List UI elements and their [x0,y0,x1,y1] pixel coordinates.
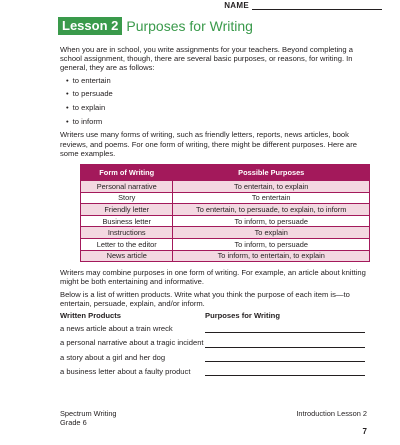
task-paragraph: Below is a list of written products. Write what you think the purpose of each item is—to entertain, persuade, explain, and/or inform. [60,289,350,308]
exercise-row [60,324,366,333]
answer-line[interactable] [205,360,365,362]
exercise-item: a news article about a train wreck [60,324,173,334]
table-cell: To entertain [173,192,370,204]
lesson-badge: Lesson 2 [58,17,122,35]
intro-paragraph: When you are in school, you write assignments for your teachers. Beyond completing a school assignment, though, there are several basic purposes, or reasons, for writing. In general, they are as follows: [60,45,353,73]
table-cell: Friendly letter [81,204,173,216]
footer-book-info [60,409,117,427]
table-cell: Letter to the editor [81,239,173,251]
table-row [81,227,370,239]
purposes-table [80,164,370,262]
page-title: Purposes for Writing [126,18,253,34]
table-cell: To inform, to persuade [173,239,370,251]
table-row [81,215,370,227]
table-cell: Personal narrative [81,181,173,193]
table-row [81,181,370,193]
page-number: 7 [362,427,367,436]
forms-paragraph: Writers use many forms of writing, such as friendly letters, reports, news articles, book reviews, and poems. For one form of writing, there might be different purposes. Here are some examples. [60,130,358,158]
table-row [81,250,370,262]
exercise-row [60,367,366,376]
footer-section: Introduction Lesson 2 [296,409,367,418]
answer-line[interactable] [205,374,365,376]
lesson-title [58,17,253,35]
exercise-header [60,311,366,320]
name-label: NAME [224,1,249,10]
exercise-item: a personal narrative about a tragic incident [60,338,204,348]
name-field [224,1,382,10]
table-cell: Story [81,192,173,204]
purposes-list [66,76,366,126]
list-item: • to entertain [66,76,366,85]
answer-line[interactable] [205,331,365,333]
table-row [81,239,370,251]
table-cell: News article [81,250,173,262]
list-item: • to inform [66,117,366,126]
table-cell: To inform, to persuade [173,215,370,227]
exercise-row [60,353,366,362]
table-cell: Instructions [81,227,173,239]
table-cell: Business letter [81,215,173,227]
grade-label: Grade 6 [60,418,87,427]
table-cell: To entertain, to persuade, to explain, to inform [173,204,370,216]
exercise-item: a story about a girl and her dog [60,352,166,362]
purposes-heading: Purposes for Writing [205,311,280,320]
exercise-row [60,338,366,347]
table-row [81,204,370,216]
table-header: Form of Writing [81,165,173,181]
table-row [81,192,370,204]
book-title: Spectrum Writing [60,409,117,418]
written-products-heading: Written Products [60,311,122,320]
table-header: Possible Purposes [173,165,370,181]
table-cell: To entertain, to explain [173,181,370,193]
list-item: • to explain [66,103,366,112]
answer-line[interactable] [205,346,365,348]
lesson-content [60,45,366,381]
table-cell: To inform, to entertain, to explain [173,250,370,262]
list-item: • to persuade [66,89,366,98]
combine-paragraph: Writers may combine purposes in one form of writing. For example, an article about knitting might be both entertaining and informative. [60,268,366,287]
exercise-item: a business letter about a faulty product [60,366,191,376]
name-line[interactable] [252,1,382,10]
table-cell: To explain [173,227,370,239]
table-header-row [81,165,370,181]
